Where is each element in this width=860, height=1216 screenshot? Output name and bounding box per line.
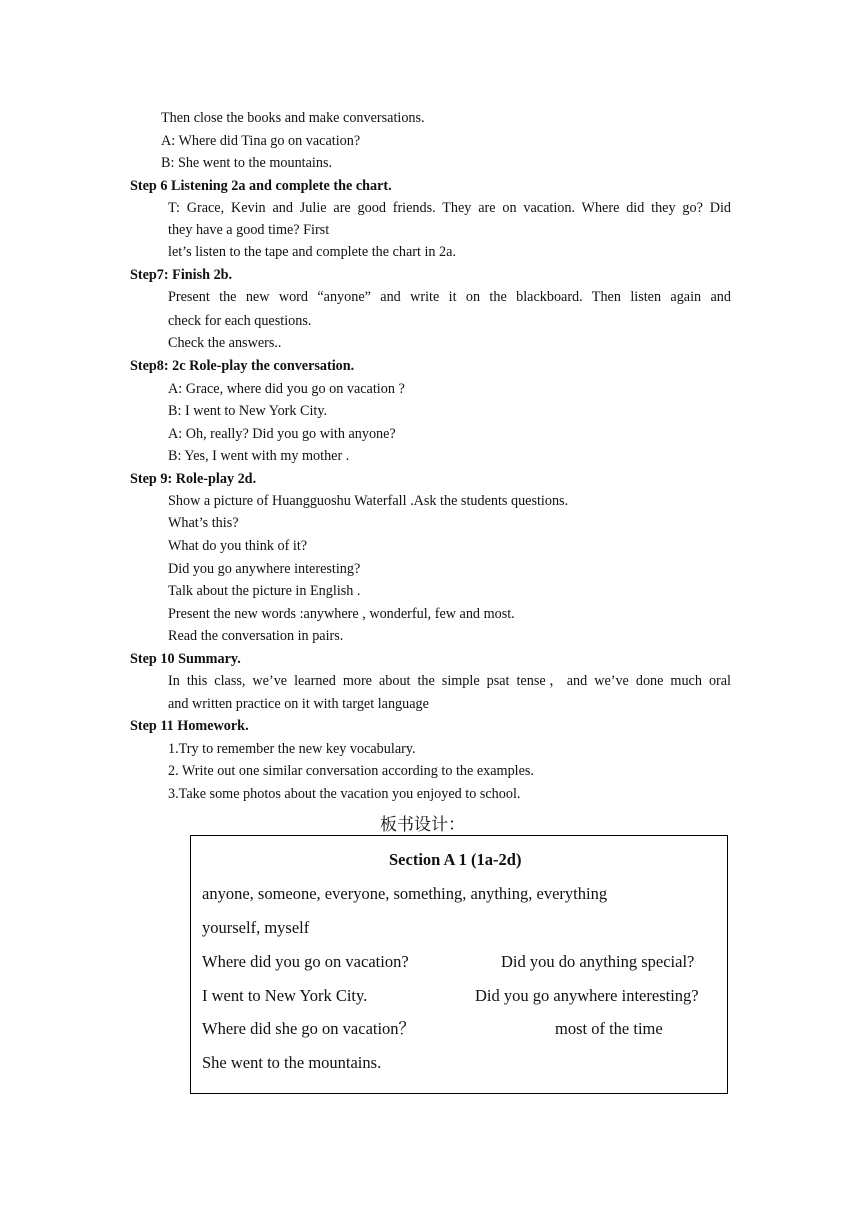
board-line: Where did you go on vacation? [202, 952, 409, 971]
step-heading: Step8: 2c Role-play the conversation. [130, 358, 355, 374]
board-line: most of the time [555, 1019, 663, 1038]
text-line: 1.Try to remember the new key vocabulary. [168, 741, 416, 757]
text-line: 3.Take some photos about the vacation you enjoyed to school. [168, 786, 521, 802]
text-line: In this class, we’ve learned more about the simple psat tense，and we’ve done much oral [168, 673, 731, 689]
text-line: Present the new word “anyone” and write it on the blackboard. Then listen again and [168, 289, 731, 305]
board-line: I went to New York City. [202, 986, 368, 1005]
step-heading: Step 6 Listening 2a and complete the chart. [130, 178, 392, 194]
text-line: Did you go anywhere interesting? [168, 561, 361, 577]
board-line: yourself, myself [202, 918, 310, 937]
board-line: Did you go anywhere interesting? [475, 986, 699, 1005]
board-line: anyone, someone, everyone, something, anything, everything [202, 884, 608, 903]
text-line: Present the new words :anywhere , wonderful, few and most. [168, 606, 515, 622]
text-line: let’s listen to the tape and complete the chart in 2a. [168, 244, 456, 260]
step-heading: Step 9: Role-play 2d. [130, 471, 257, 487]
text-line: A: Grace, where did you go on vacation ? [168, 381, 405, 397]
text-line: T: Grace, Kevin and Julie are good friends. They are on vacation. Where did they go? Did [168, 200, 731, 216]
board-title: Section A 1 (1a-2d) [389, 850, 522, 869]
text-line: A: Oh, really? Did you go with anyone? [168, 426, 396, 442]
board-heading: 板书设计： [380, 815, 465, 835]
step-heading: Step7: Finish 2b. [130, 267, 233, 283]
board-line: Where did she go on vacation？ [202, 1019, 416, 1038]
text-line: Check the answers.. [168, 335, 282, 351]
text-line: 2. Write out one similar conversation according to the examples. [168, 763, 534, 779]
text-line: check for each questions. [168, 313, 312, 329]
text-line: What’s this? [168, 515, 239, 531]
text-line: B: I went to New York City. [168, 403, 328, 419]
text-line: Show a picture of Huangguoshu Waterfall .Ask the students questions. [168, 493, 569, 509]
text-line: Talk about the picture in English . [168, 583, 361, 599]
board-line: She went to the mountains. [202, 1053, 382, 1072]
step-heading: Step 10 Summary. [130, 651, 241, 667]
text-line: and written practice on it with target language [168, 696, 429, 712]
text-line: Then close the books and make conversations. [161, 110, 425, 126]
text-line: B: She went to the mountains. [161, 155, 333, 171]
text-line: What do you think of it? [168, 538, 308, 554]
text-line: B: Yes, I went with my mother . [168, 448, 350, 464]
text-line: Read the conversation in pairs. [168, 628, 344, 644]
step-heading: Step 11 Homework. [130, 718, 249, 734]
board-line: Did you do anything special? [501, 952, 695, 971]
text-line: they have a good time? First [168, 222, 330, 238]
blackboard-box [190, 835, 728, 1094]
text-line: A: Where did Tina go on vacation? [161, 133, 361, 149]
